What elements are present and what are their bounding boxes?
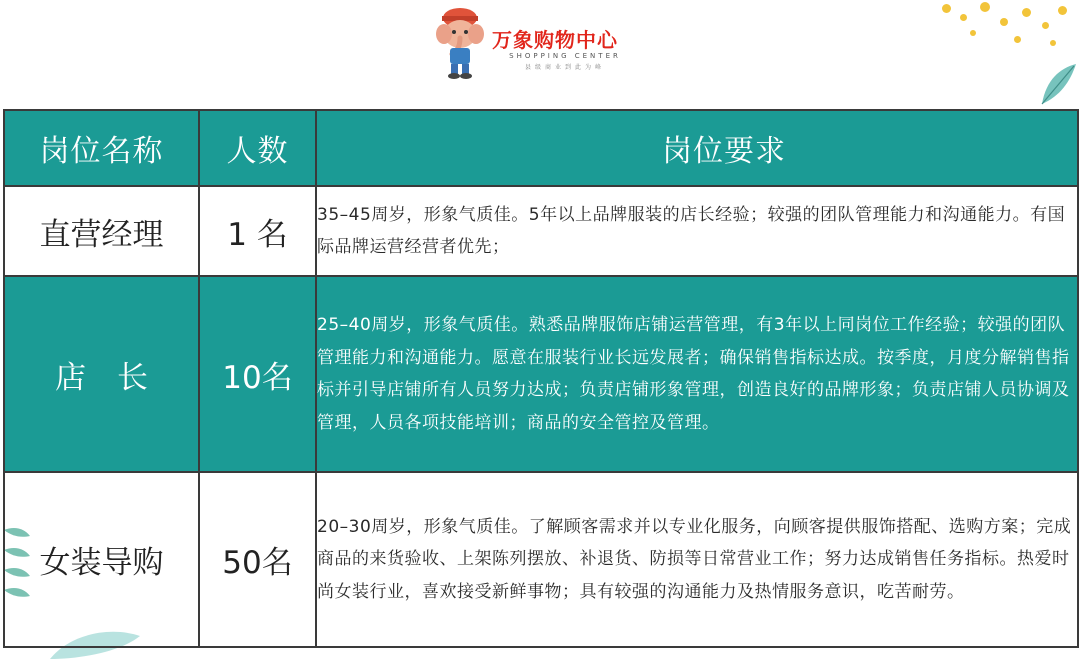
position-name: 店 长 (4, 276, 199, 472)
table-row (4, 472, 1078, 647)
headcount: 50名 (199, 472, 316, 647)
brand-slogan: 县级商业到此为峰 (524, 64, 605, 71)
header-count: 人数 (199, 110, 316, 186)
position-name: 直营经理 (4, 186, 199, 276)
header-position: 岗位名称 (4, 110, 199, 186)
elephant-mascot-icon (430, 2, 490, 80)
table-row (4, 186, 1078, 276)
requirements-text: 35–45周岁，形象气质佳。5年以上品牌服装的店长经验；较强的团队管理能力和沟通能力。有国际品牌运营经营者优先； (316, 186, 1078, 276)
brand-subtitle: SHOPPING CENTER (509, 52, 621, 60)
table-header-row (4, 110, 1078, 186)
header-requirements: 岗位要求 (316, 110, 1078, 186)
job-table (3, 109, 1079, 648)
brand-name: 万象购物中心 (492, 28, 618, 52)
headcount: 1 名 (199, 186, 316, 276)
leaf-icon (1036, 60, 1080, 108)
table-row (4, 276, 1078, 472)
requirements-text: 20–30周岁，形象气质佳。了解顾客需求并以专业化服务，向顾客提供服饰搭配、选购方案；完成商品的来货验收、上架陈列摆放、补退货、防损等日常营业工作；努力达成销售任务指标。热爱时尚女装行业，喜欢接受新鲜事物；具有较强的沟通能力及热情服务意识，吃苦耐劳。 (316, 472, 1078, 647)
position-name: 女装导购 (4, 472, 199, 647)
headcount: 10名 (199, 276, 316, 472)
brand-logo (430, 2, 660, 80)
requirements-text: 25–40周岁，形象气质佳。熟悉品牌服饰店铺运营管理，有3年以上同岗位工作经验；较强的团队管理能力和沟通能力。愿意在服装行业长远发展者；确保销售指标达成。按季度，月度分解销售指标并引导店铺所有人员努力达成；负责店铺形象管理，创造良好的品牌形象；负责店铺人员协调及管理，人员各项技能培训；商品的安全管控及管理。 (316, 276, 1078, 472)
